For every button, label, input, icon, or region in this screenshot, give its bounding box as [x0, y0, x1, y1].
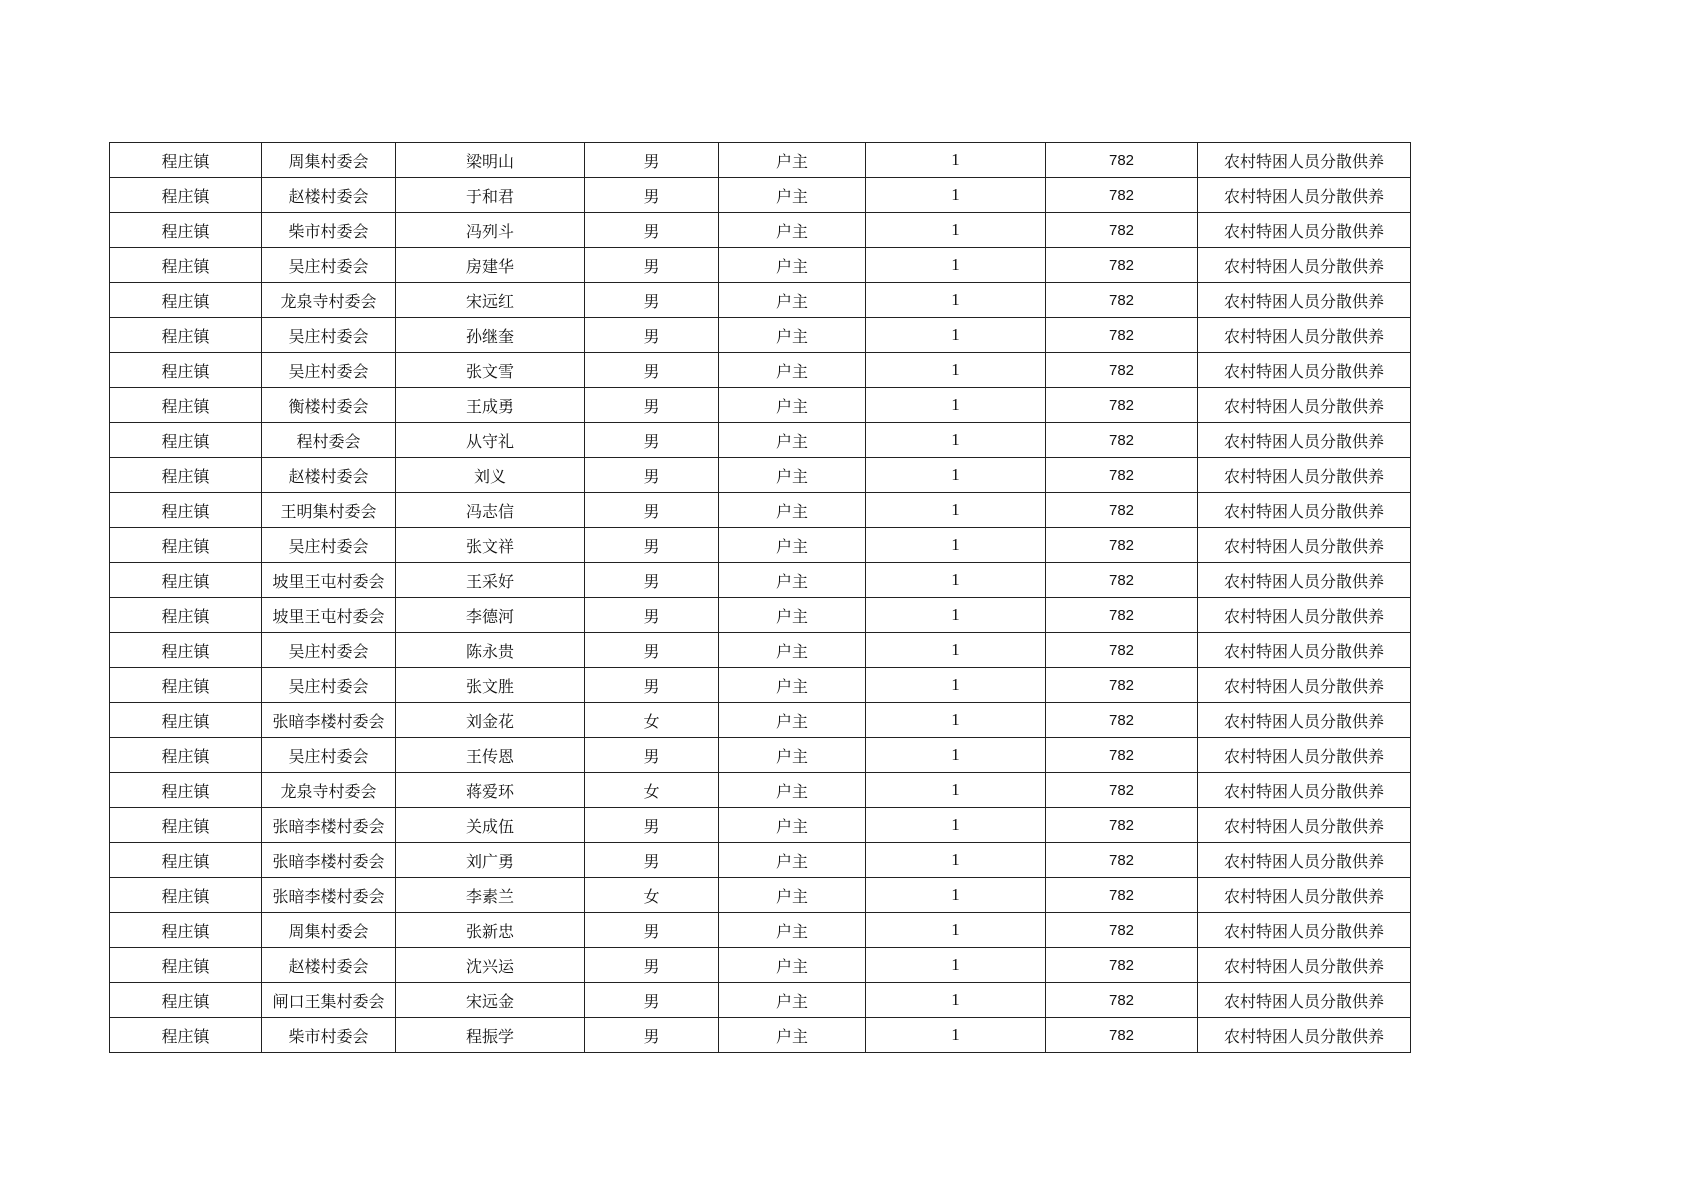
cell-count: 1	[866, 178, 1046, 213]
cell-amount: 782	[1046, 983, 1198, 1018]
cell-relation: 户主	[719, 318, 866, 353]
cell-amount: 782	[1046, 598, 1198, 633]
cell-gender: 男	[585, 143, 719, 178]
cell-town: 程庄镇	[110, 458, 262, 493]
cell-count: 1	[866, 1018, 1046, 1053]
cell-relation: 户主	[719, 773, 866, 808]
cell-village: 吴庄村委会	[262, 668, 396, 703]
cell-gender: 男	[585, 248, 719, 283]
cell-count: 1	[866, 668, 1046, 703]
cell-amount: 782	[1046, 318, 1198, 353]
cell-gender: 男	[585, 668, 719, 703]
table-row	[110, 703, 1411, 738]
cell-town: 程庄镇	[110, 493, 262, 528]
cell-town: 程庄镇	[110, 248, 262, 283]
cell-name: 孙继奎	[396, 318, 585, 353]
cell-category: 农村特困人员分散供养	[1198, 598, 1411, 633]
cell-village: 闸口王集村委会	[262, 983, 396, 1018]
cell-count: 1	[866, 703, 1046, 738]
cell-count: 1	[866, 808, 1046, 843]
table-row	[110, 948, 1411, 983]
cell-gender: 男	[585, 983, 719, 1018]
cell-amount: 782	[1046, 808, 1198, 843]
cell-town: 程庄镇	[110, 563, 262, 598]
cell-relation: 户主	[719, 668, 866, 703]
cell-count: 1	[866, 283, 1046, 318]
cell-amount: 782	[1046, 528, 1198, 563]
cell-category: 农村特困人员分散供养	[1198, 913, 1411, 948]
cell-village: 吴庄村委会	[262, 738, 396, 773]
cell-town: 程庄镇	[110, 388, 262, 423]
cell-count: 1	[866, 143, 1046, 178]
cell-name: 刘广勇	[396, 843, 585, 878]
cell-amount: 782	[1046, 283, 1198, 318]
cell-amount: 782	[1046, 738, 1198, 773]
cell-count: 1	[866, 983, 1046, 1018]
cell-village: 王明集村委会	[262, 493, 396, 528]
cell-count: 1	[866, 738, 1046, 773]
cell-category: 农村特困人员分散供养	[1198, 808, 1411, 843]
cell-amount: 782	[1046, 703, 1198, 738]
cell-amount: 782	[1046, 633, 1198, 668]
table-row	[110, 878, 1411, 913]
cell-category: 农村特困人员分散供养	[1198, 423, 1411, 458]
cell-amount: 782	[1046, 423, 1198, 458]
cell-name: 张文雪	[396, 353, 585, 388]
table-row	[110, 388, 1411, 423]
cell-name: 张文胜	[396, 668, 585, 703]
cell-name: 李德河	[396, 598, 585, 633]
cell-category: 农村特困人员分散供养	[1198, 493, 1411, 528]
cell-category: 农村特困人员分散供养	[1198, 668, 1411, 703]
cell-relation: 户主	[719, 1018, 866, 1053]
cell-count: 1	[866, 423, 1046, 458]
cell-village: 龙泉寺村委会	[262, 283, 396, 318]
cell-category: 农村特困人员分散供养	[1198, 948, 1411, 983]
cell-town: 程庄镇	[110, 668, 262, 703]
cell-gender: 女	[585, 703, 719, 738]
table-row	[110, 843, 1411, 878]
table-row	[110, 1018, 1411, 1053]
cell-town: 程庄镇	[110, 738, 262, 773]
cell-gender: 男	[585, 808, 719, 843]
table-row	[110, 913, 1411, 948]
cell-village: 赵楼村委会	[262, 948, 396, 983]
cell-amount: 782	[1046, 213, 1198, 248]
cell-category: 农村特困人员分散供养	[1198, 773, 1411, 808]
cell-gender: 男	[585, 213, 719, 248]
cell-relation: 户主	[719, 493, 866, 528]
cell-name: 陈永贵	[396, 633, 585, 668]
cell-town: 程庄镇	[110, 143, 262, 178]
cell-name: 李素兰	[396, 878, 585, 913]
cell-gender: 女	[585, 878, 719, 913]
table-row	[110, 563, 1411, 598]
table-row	[110, 213, 1411, 248]
cell-village: 吴庄村委会	[262, 353, 396, 388]
cell-town: 程庄镇	[110, 318, 262, 353]
cell-gender: 男	[585, 178, 719, 213]
cell-name: 房建华	[396, 248, 585, 283]
cell-amount: 782	[1046, 563, 1198, 598]
cell-name: 程振学	[396, 1018, 585, 1053]
cell-amount: 782	[1046, 668, 1198, 703]
cell-relation: 户主	[719, 808, 866, 843]
cell-village: 张暗李楼村委会	[262, 878, 396, 913]
cell-name: 张新忠	[396, 913, 585, 948]
cell-village: 张暗李楼村委会	[262, 703, 396, 738]
cell-name: 刘义	[396, 458, 585, 493]
table-row	[110, 738, 1411, 773]
cell-relation: 户主	[719, 633, 866, 668]
cell-gender: 男	[585, 423, 719, 458]
cell-amount: 782	[1046, 493, 1198, 528]
cell-category: 农村特困人员分散供养	[1198, 318, 1411, 353]
cell-name: 宋远红	[396, 283, 585, 318]
cell-relation: 户主	[719, 388, 866, 423]
cell-relation: 户主	[719, 738, 866, 773]
cell-relation: 户主	[719, 703, 866, 738]
cell-village: 坡里王屯村委会	[262, 563, 396, 598]
cell-village: 张暗李楼村委会	[262, 843, 396, 878]
cell-amount: 782	[1046, 458, 1198, 493]
cell-village: 程村委会	[262, 423, 396, 458]
cell-amount: 782	[1046, 948, 1198, 983]
cell-village: 吴庄村委会	[262, 633, 396, 668]
cell-gender: 男	[585, 843, 719, 878]
cell-category: 农村特困人员分散供养	[1198, 983, 1411, 1018]
cell-village: 吴庄村委会	[262, 248, 396, 283]
cell-count: 1	[866, 353, 1046, 388]
cell-town: 程庄镇	[110, 703, 262, 738]
cell-amount: 782	[1046, 143, 1198, 178]
table-row	[110, 808, 1411, 843]
cell-village: 吴庄村委会	[262, 528, 396, 563]
cell-gender: 男	[585, 388, 719, 423]
table-row	[110, 633, 1411, 668]
cell-village: 柴市村委会	[262, 1018, 396, 1053]
cell-town: 程庄镇	[110, 1018, 262, 1053]
cell-count: 1	[866, 248, 1046, 283]
cell-relation: 户主	[719, 178, 866, 213]
cell-amount: 782	[1046, 913, 1198, 948]
cell-gender: 男	[585, 1018, 719, 1053]
cell-town: 程庄镇	[110, 808, 262, 843]
cell-name: 冯志信	[396, 493, 585, 528]
table-row	[110, 668, 1411, 703]
cell-count: 1	[866, 878, 1046, 913]
cell-amount: 782	[1046, 178, 1198, 213]
table-row	[110, 773, 1411, 808]
cell-count: 1	[866, 948, 1046, 983]
cell-category: 农村特困人员分散供养	[1198, 528, 1411, 563]
cell-relation: 户主	[719, 353, 866, 388]
cell-relation: 户主	[719, 563, 866, 598]
cell-category: 农村特困人员分散供养	[1198, 213, 1411, 248]
cell-relation: 户主	[719, 948, 866, 983]
cell-town: 程庄镇	[110, 178, 262, 213]
table-row	[110, 598, 1411, 633]
cell-relation: 户主	[719, 913, 866, 948]
cell-name: 王成勇	[396, 388, 585, 423]
cell-count: 1	[866, 458, 1046, 493]
cell-name: 王采好	[396, 563, 585, 598]
document-sheet	[109, 142, 1411, 1053]
cell-name: 从守礼	[396, 423, 585, 458]
cell-gender: 男	[585, 458, 719, 493]
cell-name: 蒋爱环	[396, 773, 585, 808]
cell-relation: 户主	[719, 843, 866, 878]
cell-amount: 782	[1046, 1018, 1198, 1053]
cell-village: 坡里王屯村委会	[262, 598, 396, 633]
cell-town: 程庄镇	[110, 598, 262, 633]
assistance-table	[109, 142, 1411, 1053]
table-row	[110, 178, 1411, 213]
cell-category: 农村特困人员分散供养	[1198, 178, 1411, 213]
cell-village: 柴市村委会	[262, 213, 396, 248]
cell-town: 程庄镇	[110, 948, 262, 983]
cell-category: 农村特困人员分散供养	[1198, 458, 1411, 493]
cell-village: 周集村委会	[262, 143, 396, 178]
cell-relation: 户主	[719, 598, 866, 633]
cell-gender: 男	[585, 738, 719, 773]
cell-relation: 户主	[719, 458, 866, 493]
table-body	[110, 143, 1411, 1053]
cell-town: 程庄镇	[110, 423, 262, 458]
cell-gender: 男	[585, 633, 719, 668]
cell-town: 程庄镇	[110, 283, 262, 318]
cell-count: 1	[866, 493, 1046, 528]
cell-name: 于和君	[396, 178, 585, 213]
cell-amount: 782	[1046, 353, 1198, 388]
cell-village: 张暗李楼村委会	[262, 808, 396, 843]
cell-category: 农村特困人员分散供养	[1198, 143, 1411, 178]
cell-count: 1	[866, 633, 1046, 668]
table-row	[110, 283, 1411, 318]
cell-count: 1	[866, 318, 1046, 353]
cell-relation: 户主	[719, 213, 866, 248]
cell-town: 程庄镇	[110, 913, 262, 948]
cell-town: 程庄镇	[110, 878, 262, 913]
cell-category: 农村特困人员分散供养	[1198, 563, 1411, 598]
cell-count: 1	[866, 528, 1046, 563]
cell-relation: 户主	[719, 248, 866, 283]
cell-town: 程庄镇	[110, 633, 262, 668]
cell-amount: 782	[1046, 843, 1198, 878]
cell-gender: 男	[585, 948, 719, 983]
table-row	[110, 493, 1411, 528]
cell-category: 农村特困人员分散供养	[1198, 738, 1411, 773]
cell-amount: 782	[1046, 248, 1198, 283]
cell-town: 程庄镇	[110, 353, 262, 388]
table-row	[110, 423, 1411, 458]
cell-village: 龙泉寺村委会	[262, 773, 396, 808]
cell-village: 赵楼村委会	[262, 458, 396, 493]
cell-category: 农村特困人员分散供养	[1198, 283, 1411, 318]
cell-category: 农村特困人员分散供养	[1198, 633, 1411, 668]
cell-name: 梁明山	[396, 143, 585, 178]
cell-village: 衡楼村委会	[262, 388, 396, 423]
cell-gender: 男	[585, 353, 719, 388]
cell-relation: 户主	[719, 423, 866, 458]
cell-name: 关成伍	[396, 808, 585, 843]
cell-category: 农村特困人员分散供养	[1198, 878, 1411, 913]
table-row	[110, 143, 1411, 178]
cell-village: 吴庄村委会	[262, 318, 396, 353]
cell-category: 农村特困人员分散供养	[1198, 353, 1411, 388]
cell-gender: 男	[585, 493, 719, 528]
cell-count: 1	[866, 773, 1046, 808]
cell-gender: 男	[585, 913, 719, 948]
cell-name: 宋远金	[396, 983, 585, 1018]
cell-town: 程庄镇	[110, 843, 262, 878]
cell-relation: 户主	[719, 283, 866, 318]
cell-village: 周集村委会	[262, 913, 396, 948]
table-row	[110, 248, 1411, 283]
cell-category: 农村特困人员分散供养	[1198, 248, 1411, 283]
table-row	[110, 528, 1411, 563]
cell-name: 沈兴运	[396, 948, 585, 983]
cell-amount: 782	[1046, 878, 1198, 913]
table-row	[110, 458, 1411, 493]
cell-gender: 男	[585, 318, 719, 353]
table-row	[110, 318, 1411, 353]
cell-town: 程庄镇	[110, 528, 262, 563]
cell-count: 1	[866, 563, 1046, 598]
cell-category: 农村特困人员分散供养	[1198, 703, 1411, 738]
cell-count: 1	[866, 598, 1046, 633]
cell-name: 刘金花	[396, 703, 585, 738]
cell-relation: 户主	[719, 983, 866, 1018]
cell-gender: 男	[585, 283, 719, 318]
cell-town: 程庄镇	[110, 983, 262, 1018]
cell-amount: 782	[1046, 388, 1198, 423]
cell-count: 1	[866, 843, 1046, 878]
cell-name: 冯列斗	[396, 213, 585, 248]
cell-name: 张文祥	[396, 528, 585, 563]
cell-category: 农村特困人员分散供养	[1198, 1018, 1411, 1053]
cell-count: 1	[866, 213, 1046, 248]
cell-name: 王传恩	[396, 738, 585, 773]
cell-amount: 782	[1046, 773, 1198, 808]
cell-category: 农村特困人员分散供养	[1198, 388, 1411, 423]
table-row	[110, 353, 1411, 388]
cell-town: 程庄镇	[110, 213, 262, 248]
cell-village: 赵楼村委会	[262, 178, 396, 213]
cell-count: 1	[866, 913, 1046, 948]
cell-town: 程庄镇	[110, 773, 262, 808]
table-row	[110, 983, 1411, 1018]
cell-gender: 男	[585, 528, 719, 563]
cell-category: 农村特困人员分散供养	[1198, 843, 1411, 878]
cell-gender: 男	[585, 598, 719, 633]
cell-count: 1	[866, 388, 1046, 423]
cell-relation: 户主	[719, 878, 866, 913]
cell-relation: 户主	[719, 528, 866, 563]
cell-gender: 男	[585, 563, 719, 598]
cell-gender: 女	[585, 773, 719, 808]
cell-relation: 户主	[719, 143, 866, 178]
